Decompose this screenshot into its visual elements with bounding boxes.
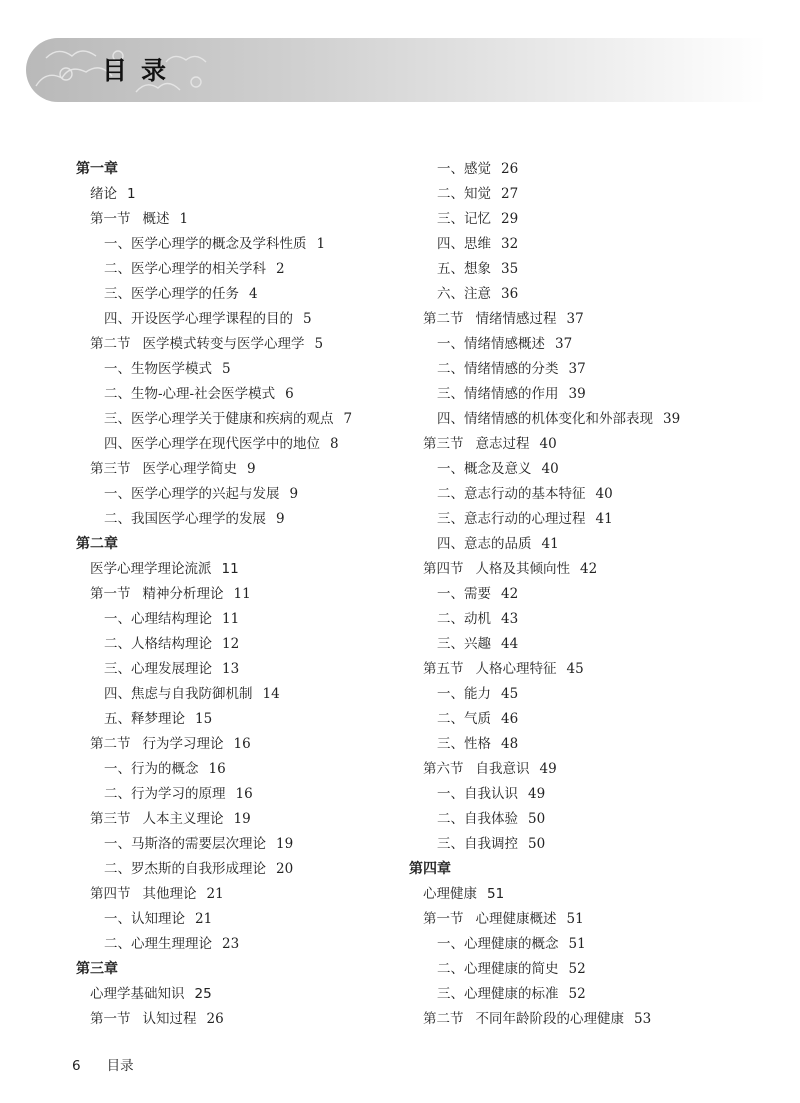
- page-ref: 45: [566, 661, 584, 677]
- toc-item: [76, 507, 406, 532]
- toc-item: [76, 257, 406, 282]
- toc-item: [409, 382, 739, 407]
- toc-item: [409, 932, 739, 957]
- item-text: 二、自我体验: [437, 811, 518, 827]
- toc-chapter: [409, 857, 739, 882]
- section-title: 医学心理学简史: [142, 461, 237, 477]
- item-text: 三、情绪情感的作用: [437, 386, 559, 402]
- toc-item: [409, 207, 739, 232]
- toc-item: [76, 757, 406, 782]
- toc-item: [409, 482, 739, 507]
- page-ref: 9: [247, 461, 256, 477]
- item-text: 一、心理健康的概念: [437, 936, 559, 952]
- page-ref: 41: [595, 511, 613, 527]
- item-text: 三、心理健康的标准: [437, 986, 559, 1002]
- item-text: 三、兴趣: [437, 636, 491, 652]
- section-number: 第一节: [423, 911, 464, 927]
- item-text: 一、自我认识: [437, 786, 518, 802]
- page-ref: 37: [555, 336, 573, 352]
- section-number: 第一节: [90, 211, 131, 227]
- section-title: 医学模式转变与医学心理学: [142, 336, 305, 352]
- page-ref: 1: [316, 236, 326, 252]
- toc-section: [409, 432, 739, 457]
- section-title: 行为学习理论: [142, 736, 224, 752]
- toc-section: [76, 582, 406, 607]
- item-text: 一、情绪情感概述: [437, 336, 545, 352]
- toc-left-column: [76, 157, 406, 1032]
- toc-chapter: [76, 957, 406, 982]
- toc-item: [409, 407, 739, 432]
- title-text: 绪论: [90, 186, 117, 202]
- page-ref: 45: [501, 686, 519, 702]
- page-ref: 48: [501, 736, 519, 752]
- toc-item: [76, 932, 406, 957]
- toc-item: [76, 657, 406, 682]
- page-footer: [72, 1054, 134, 1074]
- page-ref: 19: [276, 836, 294, 852]
- toc-section: [76, 882, 406, 907]
- item-text: 三、医学心理学的任务: [104, 286, 239, 302]
- toc-chapter: [76, 157, 406, 182]
- section-number: 第二节: [90, 336, 131, 352]
- toc-item: [76, 282, 406, 307]
- page-title: 目录: [102, 56, 181, 85]
- page-ref: 9: [276, 511, 285, 527]
- page-ref: 39: [663, 411, 681, 427]
- page-ref: 41: [541, 536, 559, 552]
- item-text: 二、罗杰斯的自我形成理论: [104, 861, 266, 877]
- toc-section: [76, 332, 406, 357]
- toc-item: [409, 832, 739, 857]
- item-text: 三、医学心理学关于健康和疾病的观点: [104, 411, 334, 427]
- page-ref: 35: [501, 261, 519, 277]
- item-text: 三、心理发展理论: [104, 661, 212, 677]
- section-title: 人本主义理论: [142, 811, 224, 827]
- toc-item: [76, 307, 406, 332]
- section-title: 意志过程: [475, 436, 530, 452]
- toc-item: [76, 407, 406, 432]
- toc-item: [76, 607, 406, 632]
- section-number: 第二节: [423, 1011, 464, 1027]
- toc-item: [76, 682, 406, 707]
- page-ref: 16: [235, 786, 253, 802]
- toc-item: [409, 682, 739, 707]
- item-text: 四、开设医学心理学课程的目的: [104, 311, 293, 327]
- page-ref: 32: [501, 236, 519, 252]
- toc-item: [76, 357, 406, 382]
- page-ref: 20: [276, 861, 294, 877]
- item-text: 三、意志行动的心理过程: [437, 511, 586, 527]
- toc-section: [409, 757, 739, 782]
- section-number: 第二节: [423, 311, 464, 327]
- page-ref: 40: [541, 461, 559, 477]
- page-ref: 15: [195, 711, 213, 727]
- page-ref: 43: [501, 611, 519, 627]
- page-ref: 13: [222, 661, 240, 677]
- section-number: 第四节: [90, 886, 131, 902]
- section-title: 情绪情感过程: [475, 311, 557, 327]
- item-text: 五、释梦理论: [104, 711, 185, 727]
- page-ref: 23: [222, 936, 240, 952]
- page-ref: 14: [262, 686, 280, 702]
- page-ref: 21: [195, 911, 213, 927]
- page-ref: 50: [528, 811, 546, 827]
- item-text: 二、我国医学心理学的发展: [104, 511, 266, 527]
- toc-item: [409, 457, 739, 482]
- page-ref: 49: [539, 761, 557, 777]
- item-text: 二、医学心理学的相关学科: [104, 261, 266, 277]
- item-text: 二、行为学习的原理: [104, 786, 226, 802]
- section-number: 第一节: [90, 586, 131, 602]
- page-ref: 5: [314, 336, 324, 352]
- item-text: 一、生物医学模式: [104, 361, 212, 377]
- toc-item: [409, 957, 739, 982]
- toc-item: [409, 257, 739, 282]
- toc-item: [76, 232, 406, 257]
- section-number: 第三节: [423, 436, 464, 452]
- toc-section: [409, 657, 739, 682]
- item-text: 一、概念及意义: [437, 461, 532, 477]
- section-title: 人格心理特征: [475, 661, 557, 677]
- toc-item: [409, 232, 739, 257]
- item-text: 二、动机: [437, 611, 491, 627]
- toc-section: [409, 307, 739, 332]
- page-ref: 21: [206, 886, 224, 902]
- item-text: 四、焦虑与自我防御机制: [104, 686, 253, 702]
- page-ref: 5: [222, 361, 231, 377]
- toc-item: [409, 732, 739, 757]
- page-ref: 26: [206, 1011, 224, 1027]
- page-ref: 46: [501, 711, 519, 727]
- title-text: 心理学基础知识: [90, 986, 185, 1002]
- section-title: 认知过程: [142, 1011, 197, 1027]
- page-ref: 40: [595, 486, 613, 502]
- toc-title: [76, 982, 406, 1007]
- toc-item: [76, 707, 406, 732]
- chapter-text: 第一章: [76, 161, 118, 177]
- section-title: 精神分析理论: [142, 586, 224, 602]
- section-title: 人格及其倾向性: [475, 561, 570, 577]
- toc-banner: [26, 38, 766, 102]
- item-text: 三、性格: [437, 736, 491, 752]
- page-ref: 52: [568, 986, 586, 1002]
- section-title: 心理健康概述: [475, 911, 557, 927]
- toc-item: [409, 282, 739, 307]
- toc-item: [76, 782, 406, 807]
- page-ref: 36: [501, 286, 519, 302]
- chapter-text: 第三章: [76, 961, 118, 977]
- page-ref: 37: [568, 361, 586, 377]
- item-text: 一、需要: [437, 586, 491, 602]
- toc-item: [76, 382, 406, 407]
- section-title: 其他理论: [142, 886, 197, 902]
- page-ref: 29: [501, 211, 519, 227]
- section-number: 第三节: [90, 461, 131, 477]
- item-text: 二、心理健康的简史: [437, 961, 559, 977]
- page-ref: 5: [303, 311, 312, 327]
- page-ref: 39: [568, 386, 586, 402]
- toc-item: [409, 182, 739, 207]
- item-text: 一、心理结构理论: [104, 611, 212, 627]
- section-number: 第二节: [90, 736, 131, 752]
- toc-item: [76, 907, 406, 932]
- toc-item: [409, 707, 739, 732]
- item-text: 四、意志的品质: [437, 536, 532, 552]
- item-text: 三、记忆: [437, 211, 491, 227]
- page-ref: 11: [233, 586, 251, 602]
- toc-section: [76, 732, 406, 757]
- toc-item: [409, 807, 739, 832]
- title-text: 心理健康: [423, 886, 477, 902]
- page-ref: 42: [580, 561, 598, 577]
- item-text: 六、注意: [437, 286, 491, 302]
- toc-item: [409, 782, 739, 807]
- item-text: 二、情绪情感的分类: [437, 361, 559, 377]
- toc-item: [76, 832, 406, 857]
- toc-title: [76, 182, 406, 207]
- page-ref: 50: [528, 836, 546, 852]
- toc-section: [76, 207, 406, 232]
- title-text: 医学心理学理论流派: [90, 561, 212, 577]
- page-ref: 12: [222, 636, 240, 652]
- toc-item: [76, 482, 406, 507]
- item-text: 一、认知理论: [104, 911, 185, 927]
- toc-section: [409, 557, 739, 582]
- chapter-text: 第四章: [409, 861, 451, 877]
- item-text: 一、马斯洛的需要层次理论: [104, 836, 266, 852]
- toc-section: [409, 1007, 739, 1032]
- footer-label: 目录: [106, 1058, 134, 1074]
- toc-section: [76, 457, 406, 482]
- item-text: 四、情绪情感的机体变化和外部表现: [437, 411, 653, 427]
- chapter-text: 第二章: [76, 536, 118, 552]
- page-ref: 1: [127, 186, 136, 202]
- toc-item: [76, 432, 406, 457]
- item-text: 一、医学心理学的兴起与发展: [104, 486, 280, 502]
- page-ref: 11: [222, 611, 240, 627]
- page-ref: 8: [330, 436, 339, 452]
- item-text: 三、自我调控: [437, 836, 518, 852]
- section-title: 自我意识: [475, 761, 530, 777]
- page-ref: 44: [501, 636, 519, 652]
- toc-chapter: [76, 532, 406, 557]
- item-text: 二、知觉: [437, 186, 491, 202]
- item-text: 一、感觉: [437, 161, 491, 177]
- toc-item: [409, 982, 739, 1007]
- toc-item: [409, 157, 739, 182]
- page-ref: 4: [249, 286, 258, 302]
- section-number: 第三节: [90, 811, 131, 827]
- toc-item: [409, 507, 739, 532]
- toc-item: [409, 332, 739, 357]
- toc-item: [76, 857, 406, 882]
- item-text: 二、气质: [437, 711, 491, 727]
- page-ref: 42: [501, 586, 519, 602]
- toc-title: [409, 882, 739, 907]
- page-ref: 49: [528, 786, 546, 802]
- item-text: 五、想象: [437, 261, 491, 277]
- page-ref: 6: [285, 386, 294, 402]
- page-ref: 2: [276, 261, 285, 277]
- item-text: 二、人格结构理论: [104, 636, 212, 652]
- page-ref: 9: [289, 486, 299, 502]
- page-ref: 26: [501, 161, 519, 177]
- toc-item: [409, 632, 739, 657]
- toc-item: [409, 532, 739, 557]
- section-number: 第一节: [90, 1011, 131, 1027]
- page-ref: 19: [233, 811, 251, 827]
- page-ref: 27: [501, 186, 519, 202]
- toc-section: [409, 907, 739, 932]
- toc-title: [76, 557, 406, 582]
- item-text: 二、生物-心理-社会医学模式: [104, 386, 276, 402]
- page-ref: 1: [179, 211, 189, 227]
- item-text: 四、思维: [437, 236, 491, 252]
- page-ref: 37: [566, 311, 584, 327]
- toc-item: [409, 607, 739, 632]
- page-number: 6: [72, 1058, 81, 1074]
- section-number: 第六节: [423, 761, 464, 777]
- page-ref: 7: [343, 411, 353, 427]
- item-text: 二、意志行动的基本特征: [437, 486, 586, 502]
- section-title: 不同年龄阶段的心理健康: [475, 1011, 624, 1027]
- item-text: 二、心理生理理论: [104, 936, 212, 952]
- toc-item: [409, 357, 739, 382]
- item-text: 四、医学心理学在现代医学中的地位: [104, 436, 320, 452]
- page-ref: 40: [539, 436, 557, 452]
- item-text: 一、行为的概念: [104, 761, 199, 777]
- page-ref: 11: [221, 561, 239, 577]
- section-title: 概述: [142, 211, 170, 227]
- page-ref: 52: [568, 961, 586, 977]
- item-text: 一、能力: [437, 686, 491, 702]
- section-number: 第五节: [423, 661, 464, 677]
- toc-right-column: [409, 157, 739, 1032]
- section-number: 第四节: [423, 561, 464, 577]
- page-ref: 51: [568, 936, 586, 952]
- toc-item: [76, 632, 406, 657]
- page-ref: 25: [194, 986, 212, 1002]
- page-ref: 16: [208, 761, 226, 777]
- toc-section: [76, 1007, 406, 1032]
- page-ref: 53: [634, 1011, 652, 1027]
- toc-section: [76, 807, 406, 832]
- item-text: 一、医学心理学的概念及学科性质: [104, 236, 307, 252]
- page-ref: 16: [233, 736, 251, 752]
- page-ref: 51: [487, 886, 505, 902]
- page-ref: 51: [566, 911, 584, 927]
- toc-item: [409, 582, 739, 607]
